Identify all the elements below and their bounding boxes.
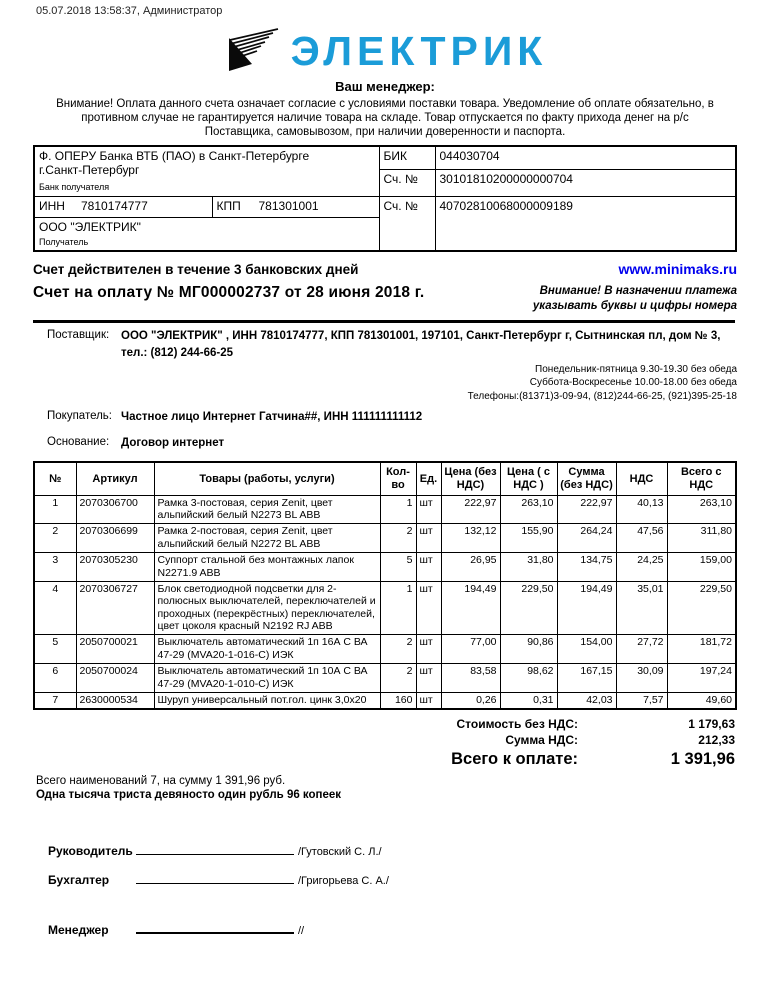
section-divider (33, 320, 735, 323)
item-cell: 263,10 (500, 495, 557, 524)
item-cell: Выключатель автоматический 1п 10А С ВА 47-29 (MVA20-1-010-C) ИЭК (154, 664, 380, 693)
inn-cell (34, 196, 212, 217)
item-cell: 222,97 (441, 495, 500, 524)
col-vat: НДС (616, 462, 667, 495)
item-cell: 83,58 (441, 664, 500, 693)
manager-label: Ваш менеджер: (335, 79, 435, 94)
item-cell: 229,50 (667, 581, 736, 635)
recipient-name: ООО "ЭЛЕКТРИК" (39, 219, 141, 234)
director-signature-line (136, 841, 294, 855)
item-cell: шт (416, 692, 441, 709)
vat-value: 212,33 (698, 733, 735, 748)
item-cell: 264,24 (557, 524, 616, 553)
col-sku: Артикул (76, 462, 154, 495)
amount-in-words: Одна тысяча триста девяносто один рубль 96 копеек (36, 789, 342, 802)
col-unit: Ед. (416, 462, 441, 495)
settlement-account-label: Сч. № (379, 196, 435, 251)
item-cell: шт (416, 664, 441, 693)
kpp-value: 781301001 (258, 198, 319, 213)
item-cell: Шуруп универсальный пот.гол. цинк 3,0х20 (154, 692, 380, 709)
basis-label: Основание: (47, 435, 110, 448)
item-cell: 263,10 (667, 495, 736, 524)
item-cell: 2630000534 (76, 692, 154, 709)
item-cell: 229,50 (500, 581, 557, 635)
payment-note-line1: Внимание! В назначении платежа (539, 285, 737, 298)
item-cell: 2050700024 (76, 664, 154, 693)
item-cell: 197,24 (667, 664, 736, 693)
item-cell: 27,72 (616, 635, 667, 664)
item-cell: 154,00 (557, 635, 616, 664)
item-row (34, 553, 736, 582)
director-name: /Гутовский С. Л./ (298, 846, 382, 859)
item-cell: 98,62 (500, 664, 557, 693)
item-cell: 2 (380, 664, 416, 693)
item-cell: Рамка 3-постовая, серия Zenit, цвет альпийский белый N2273 BL ABB (154, 495, 380, 524)
item-cell: 0,26 (441, 692, 500, 709)
supplier-value: ООО "ЭЛЕКТРИК" , ИНН 7810174777, КПП 781301001, 197101, Санкт-Петербург г, Сытнинская пл, дом № 3, тел.: (812) 244-66-25 (121, 329, 721, 359)
item-cell: Суппорт стальной без монтажных лапок N2271.9 ABB (154, 553, 380, 582)
item-cell: 134,75 (557, 553, 616, 582)
payment-reference-note (533, 284, 737, 314)
accountant-signature-line (136, 870, 294, 884)
item-cell: 194,49 (557, 581, 616, 635)
item-cell: 160 (380, 692, 416, 709)
col-total-inc-vat: Всего с НДС (667, 462, 736, 495)
recipient-cell (34, 217, 379, 251)
payment-warning: Внимание! Оплата данного счета означает согласие с условиями поставки товара. Уведомление об оплате обязательно, в противном случае не гарантируется наличие товара на складе. Товар отпускается по факту прихода денег на р/с Поставщика, самовывозом, при наличии доверенности и паспорта. (56, 98, 714, 139)
bank-cell-label: Банк получателя (39, 182, 110, 193)
item-cell: Блок светодиодной подсветки для 2-полюсных выключателей, переключателей и проходных (перекрёстных) переключателей, цвет цоколя красный N2192 RJ ABB (154, 581, 380, 635)
buyer-value: Частное лицо Интернет Гатчина##, ИНН 111111111112 (121, 410, 423, 423)
items-table (33, 461, 737, 710)
item-cell: 7,57 (616, 692, 667, 709)
col-number: № (34, 462, 76, 495)
bank-name-line2: г.Санкт-Петербург (39, 163, 140, 178)
grand-total-label: Всего к оплате: (451, 750, 578, 769)
speed-lines-wedge-icon (223, 27, 281, 75)
manager-signature-line (136, 920, 294, 934)
col-qty: Кол-во (380, 462, 416, 495)
item-cell: 90,86 (500, 635, 557, 664)
item-cell: 49,60 (667, 692, 736, 709)
inn-label: ИНН (39, 198, 65, 213)
item-cell: шт (416, 524, 441, 553)
item-cell: 167,15 (557, 664, 616, 693)
bank-name-line1: Ф. ОПЕРУ Банка ВТБ (ПАО) в Санкт-Петербурге (39, 149, 310, 164)
inn-value: 7810174777 (81, 198, 148, 213)
item-row (34, 495, 736, 524)
item-cell: 132,12 (441, 524, 500, 553)
working-hours (33, 363, 737, 403)
bik-label: БИК (379, 146, 435, 169)
item-cell: 26,95 (441, 553, 500, 582)
settlement-account-value: 40702810068000009189 (435, 196, 736, 251)
item-cell: 1 (380, 495, 416, 524)
item-cell: 2070305230 (76, 553, 154, 582)
signature-row-director (48, 841, 737, 858)
item-cell: 42,03 (557, 692, 616, 709)
item-row (34, 664, 736, 693)
schedule-weekend: Суббота-Воскресенье 10.00-18.00 без обеда (529, 377, 737, 389)
print-timestamp: 05.07.2018 13:58:37, Администратор (36, 5, 223, 17)
accountant-name: /Григорьева С. А./ (298, 875, 389, 888)
schedule-phones: Телефоны:(81371)3-09-94, (812)244-66-25, (921)395-25-18 (467, 390, 737, 402)
item-row (34, 581, 736, 635)
company-logo (33, 27, 737, 75)
col-price-ex-vat: Цена (без НДС) (441, 462, 500, 495)
item-cell: шт (416, 581, 441, 635)
subtotal-label: Стоимость без НДС: (456, 717, 578, 732)
item-cell: 40,13 (616, 495, 667, 524)
item-cell: 2 (380, 524, 416, 553)
item-cell: 155,90 (500, 524, 557, 553)
item-cell: 5 (34, 635, 76, 664)
item-cell: 7 (34, 692, 76, 709)
corr-account-label: Сч. № (379, 169, 435, 196)
accountant-role-label: Бухгалтер (48, 873, 110, 888)
item-cell: 194,49 (441, 581, 500, 635)
validity-statement: Счет действителен в течение 3 банковских дней (33, 262, 359, 278)
website-link[interactable]: www.minimaks.ru (618, 261, 737, 278)
manager-name: // (298, 925, 305, 938)
payment-note-line2: указывать буквы и цифры номера (532, 299, 737, 312)
item-cell: Выключатель автоматический 1п 16А С ВА 47-29 (MVA20-1-016-C) ИЭК (154, 635, 380, 664)
director-role-label: Руководитель (48, 844, 133, 859)
kpp-label: КПП (216, 198, 241, 213)
item-cell: 2 (34, 524, 76, 553)
bank-details-table (33, 145, 737, 252)
item-cell: 6 (34, 664, 76, 693)
basis-value: Договор интернет (121, 436, 225, 449)
col-product: Товары (работы, услуги) (154, 462, 380, 495)
item-cell: 77,00 (441, 635, 500, 664)
item-cell: 3 (34, 553, 76, 582)
invoice-title: Счет на оплату № МГ000002737 от 28 июня 2018 г. (33, 284, 425, 302)
item-cell: 0,31 (500, 692, 557, 709)
manager-role-label: Менеджер (48, 923, 109, 938)
item-row (34, 524, 736, 553)
item-cell: шт (416, 635, 441, 664)
item-cell: 35,01 (616, 581, 667, 635)
item-cell: шт (416, 495, 441, 524)
item-cell: 2070306727 (76, 581, 154, 635)
logo-text: ЭЛЕКТРИК (290, 27, 548, 74)
bik-value: 044030704 (435, 146, 736, 169)
item-cell: 311,80 (667, 524, 736, 553)
item-cell: 1 (34, 495, 76, 524)
item-cell: 5 (380, 553, 416, 582)
vat-label: Сумма НДС: (505, 733, 578, 748)
item-cell: 31,80 (500, 553, 557, 582)
item-cell: 2070306700 (76, 495, 154, 524)
col-price-inc-vat: Цена ( с НДС ) (500, 462, 557, 495)
item-cell: Рамка 2-постовая, серия Zenit, цвет альпийский белый N2272 BL ABB (154, 524, 380, 553)
buyer-label: Покупатель: (47, 409, 112, 422)
items-header-row (34, 462, 736, 495)
item-cell: 2070306699 (76, 524, 154, 553)
totals-block (33, 717, 735, 769)
item-cell: 30,09 (616, 664, 667, 693)
item-cell: 4 (34, 581, 76, 635)
corr-account-value: 30101810200000000704 (435, 169, 736, 196)
supplier-label: Поставщик: (47, 328, 110, 341)
subtotal-value: 1 179,63 (688, 717, 735, 732)
item-cell: 159,00 (667, 553, 736, 582)
item-cell: 222,97 (557, 495, 616, 524)
item-cell: 2050700021 (76, 635, 154, 664)
signature-row-manager (48, 920, 737, 937)
items-summary: Всего наименований 7, на сумму 1 391,96 руб. (36, 775, 286, 788)
item-cell: шт (416, 553, 441, 582)
item-cell: 2 (380, 635, 416, 664)
schedule-weekdays: Понедельник-пятница 9.30-19.30 без обеда (535, 364, 737, 376)
items-tbody (34, 495, 736, 709)
signature-row-accountant (48, 870, 737, 887)
kpp-cell (212, 196, 379, 217)
item-cell: 181,72 (667, 635, 736, 664)
signatures-block (33, 841, 737, 937)
item-cell: 1 (380, 581, 416, 635)
col-sum-ex-vat: Сумма (без НДС) (557, 462, 616, 495)
item-cell: 47,56 (616, 524, 667, 553)
grand-total-value: 1 391,96 (670, 750, 735, 769)
recipient-bank-cell (34, 146, 379, 196)
item-cell: 24,25 (616, 553, 667, 582)
item-row (34, 635, 736, 664)
recipient-cell-label: Получатель (39, 236, 89, 247)
item-row (34, 692, 736, 709)
